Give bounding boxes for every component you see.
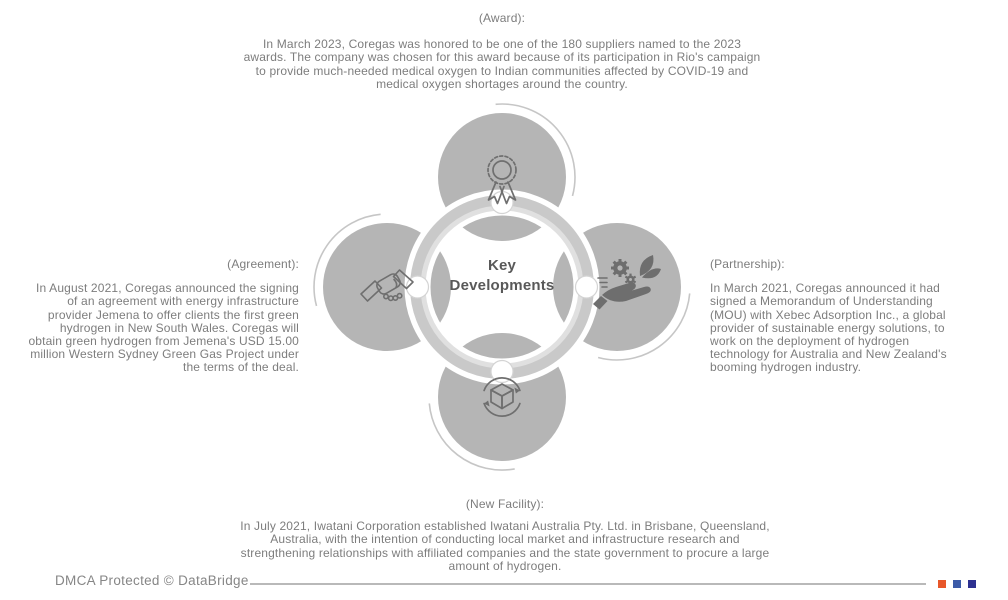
new-facility-caption-text: In July 2021, Iwatani Corporation established Iwatani Australia Pty. Ltd. in Brisbane, Queensland, Australia, with the intention of conducting local market and infrastructure research and strengthening relationships with affiliated companies and the state government to procure a large amount of hydrogen. bbox=[240, 519, 770, 573]
ring-node-right bbox=[576, 276, 598, 298]
brand-square-navy bbox=[968, 580, 976, 588]
agreement-caption-text: In August 2021, Coregas announced the signing of an agreement with energy infrastructure provider Jemena to offer clients the first green hydrogen in New South Wales. Coregas will obtain green hydrogen from Jemena's USD 15.00 million Western Sydney Green Gas Project under the terms of the deal. bbox=[28, 281, 299, 375]
award-caption bbox=[242, 12, 762, 91]
diagram-graphic bbox=[300, 90, 710, 500]
footer-divider bbox=[250, 583, 926, 585]
award-caption-text: In March 2023, Coregas was honored to be one of the 180 suppliers named to the 2023 awards. The company was chosen for this award because of its participation in Rio's campaign to provide much-needed medical oxygen to Indian communities affected by COVID-19 and medical oxygen shortages around the country. bbox=[243, 37, 761, 91]
agreement-caption bbox=[24, 258, 299, 375]
new-facility-caption-label: (New Facility): bbox=[465, 497, 545, 511]
partnership-caption-text: In March 2021, Coregas announced it had signed a Memorandum of Understanding (MOU) with Xebec Adsorption Inc., a global provider of sustainable energy solutions, to work on the deployment of hydrogen technology for Australia and New Zealand's booming hydrogen industry. bbox=[710, 281, 947, 375]
brand-square-orange bbox=[938, 580, 946, 588]
brand-square-blue bbox=[953, 580, 961, 588]
key-developments-diagram bbox=[300, 90, 710, 500]
award-caption-label: (Award): bbox=[478, 11, 526, 25]
dmca-text: DMCA Protected © DataBridge bbox=[55, 573, 249, 588]
ring-node-top bbox=[491, 192, 513, 214]
partnership-caption-label: (Partnership): bbox=[710, 257, 785, 271]
agreement-caption-label: (Agreement): bbox=[227, 257, 299, 271]
partnership-caption bbox=[710, 258, 972, 375]
new-facility-caption bbox=[237, 498, 773, 573]
diagram-center-title: Key Developments bbox=[449, 257, 555, 294]
